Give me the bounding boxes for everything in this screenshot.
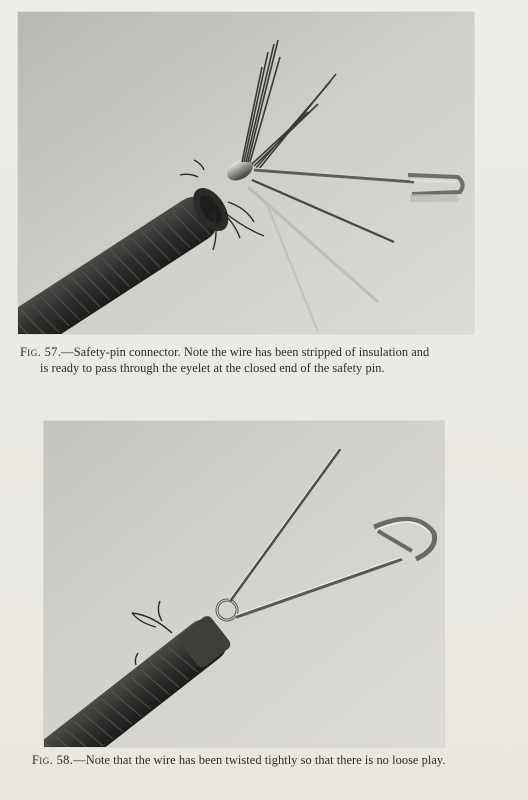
figure-58-caption — [32, 752, 502, 768]
figure-58-caption-line1: —Note that the wire has been twisted tightly so that there is no loose play. — [73, 753, 446, 767]
figure-57-caption-line2: is ready to pass through the eyelet at the closed end of the safety pin. — [40, 361, 385, 375]
figure-57-caption — [20, 344, 490, 376]
figure-58-image — [44, 421, 444, 747]
figure-58-label: Fig. 58. — [32, 753, 74, 767]
figure-57-photo — [18, 12, 474, 334]
figure-57-caption-line1: —Safety-pin connector. Note the wire has been stripped of insulation and — [61, 345, 430, 359]
figure-58-photo — [44, 421, 444, 747]
figure-57-label: Fig. 57. — [20, 345, 62, 359]
figure-57-image — [18, 12, 474, 334]
